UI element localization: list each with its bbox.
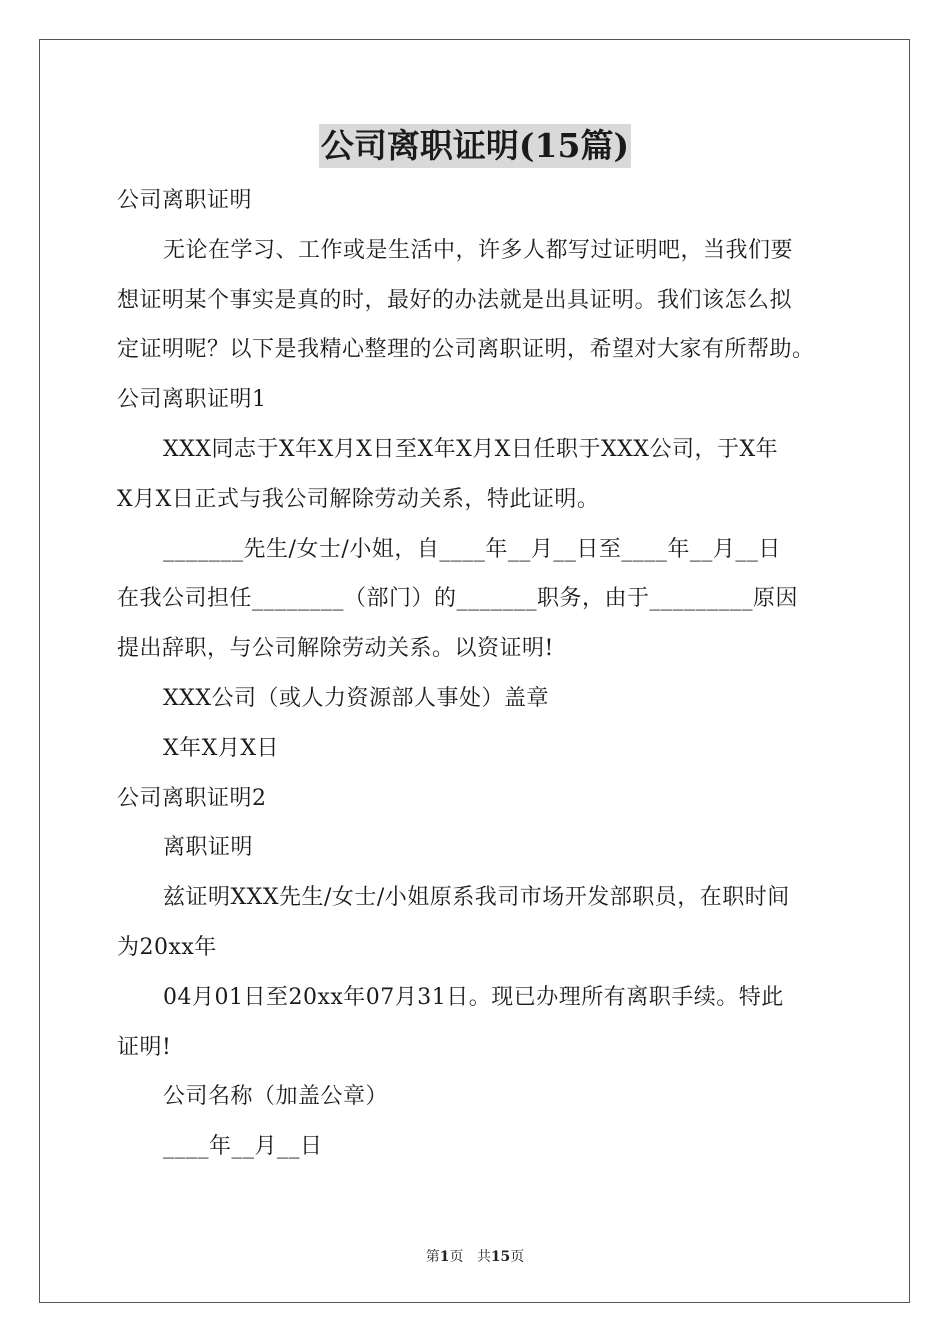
section-heading: 公司离职证明2	[117, 785, 267, 811]
paragraph-line: 提出辞职，与公司解除劳动关系。以资证明!	[117, 636, 554, 662]
paragraph-line: XXX同志于X年X月X日至X年X月X日任职于XXX公司，于X年	[163, 436, 779, 462]
subheading: 离职证明	[163, 835, 254, 861]
section-heading: 公司离职证明	[117, 188, 253, 213]
paragraph-line: 定证明呢？以下是我精心整理的公司离职证明，希望对大家有所帮助。	[117, 337, 815, 363]
paragraph-line: X月X日正式与我公司解除劳动关系，特此证明。	[117, 486, 600, 512]
page-footer	[0, 1247, 950, 1267]
page-number: 1	[439, 1249, 450, 1265]
page-prefix: 第	[425, 1249, 440, 1265]
date-line: ____年__月__日	[163, 1134, 323, 1160]
paragraph-line: 兹证明XXX先生/女士/小姐原系我司市场开发部职员，在职时间	[163, 885, 790, 911]
document-body	[117, 176, 842, 1172]
page-suffix: 页	[449, 1249, 464, 1265]
date-line: X年X月X日	[163, 735, 279, 761]
paragraph-line: 为20xx年	[117, 934, 217, 960]
total-suffix: 页	[510, 1249, 525, 1265]
total-prefix: 共	[476, 1249, 491, 1265]
document-title: 公司离职证明(15篇)	[319, 124, 631, 168]
paragraph-line: 想证明某个事实是真的时，最好的办法就是出具证明。我们该怎么拟	[117, 287, 793, 313]
section-heading: 公司离职证明1	[117, 387, 267, 413]
signature-line: XXX公司（或人力资源部人事处）盖章	[163, 685, 549, 711]
paragraph-line: 无论在学习、工作或是生活中，许多人都写过证明吧，当我们要	[163, 237, 794, 263]
title-container	[0, 124, 950, 168]
total-pages: 15	[490, 1249, 511, 1265]
signature-line: 公司名称（加盖公章）	[163, 1084, 389, 1110]
paragraph-line: 04月01日至20xx年07月31日。现已办理所有离职手续。特此	[163, 984, 784, 1010]
paragraph-line: 证明!	[117, 1034, 172, 1060]
paragraph-line: _______先生/女士/小姐，自____年__月__日至____年__月__日	[163, 536, 781, 562]
paragraph-line: 在我公司担任________（部门）的_______职务，由于_________原因	[117, 586, 799, 612]
